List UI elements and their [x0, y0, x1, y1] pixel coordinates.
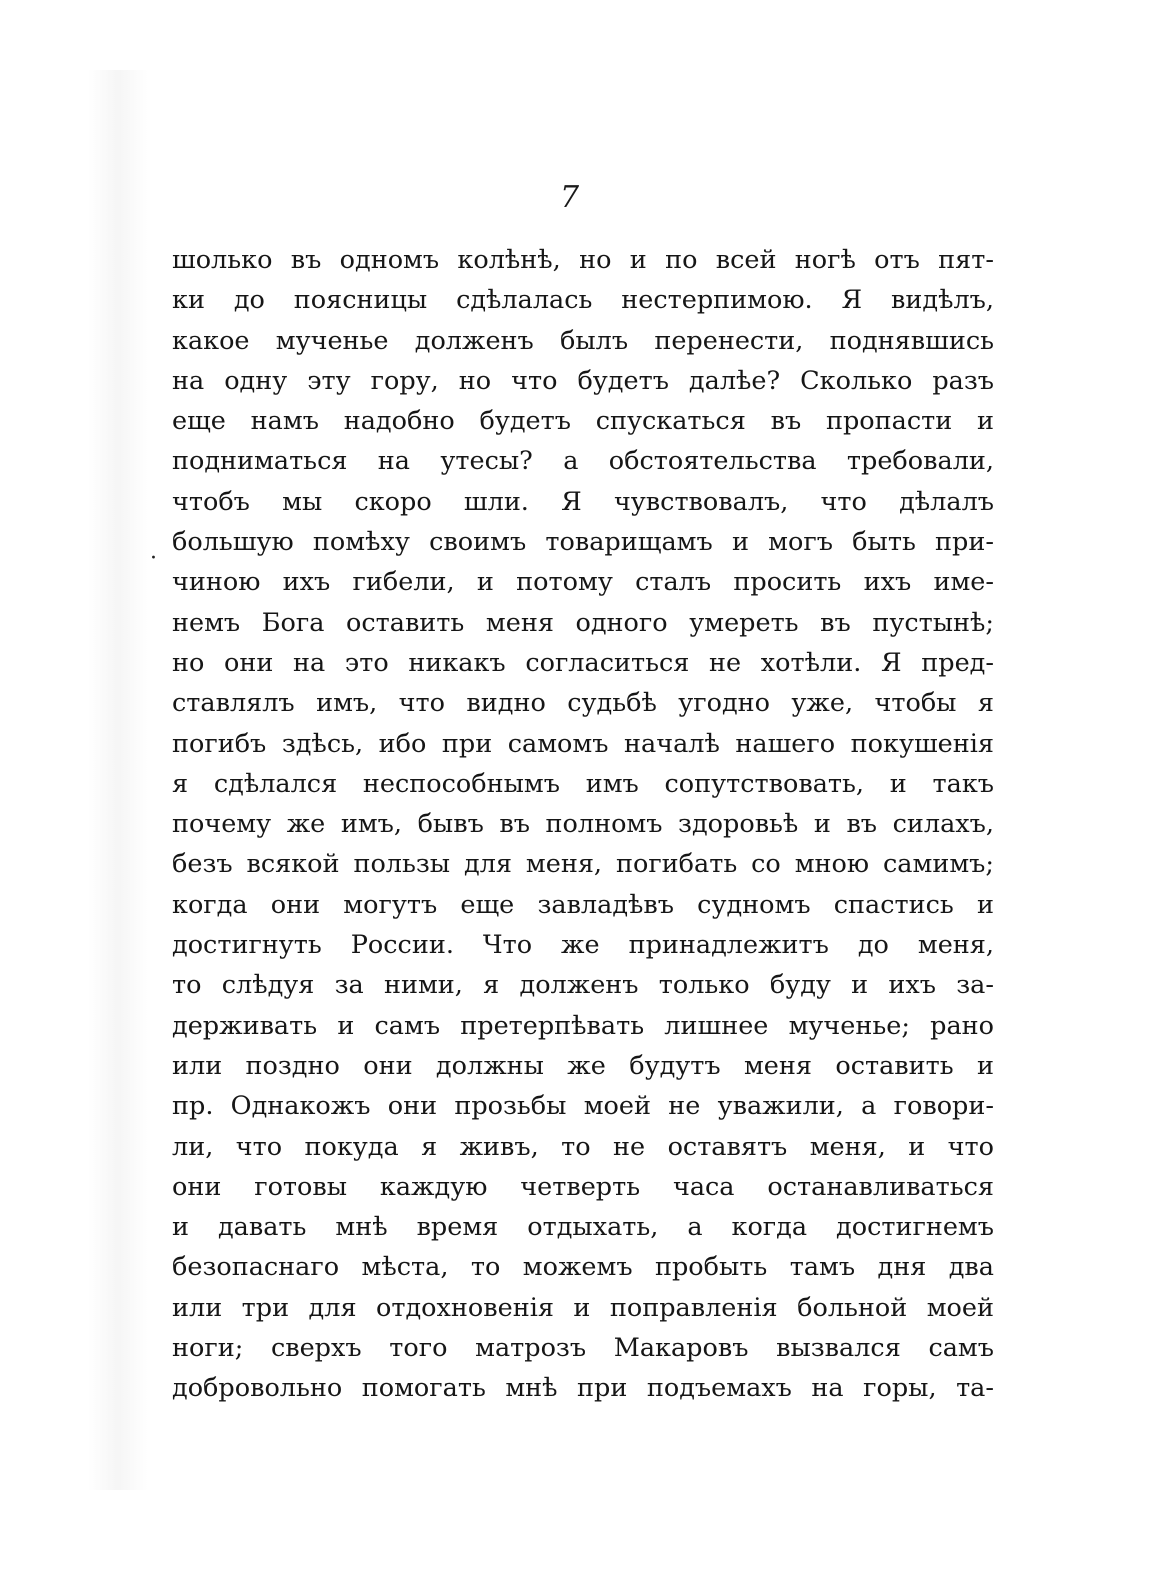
text-line: большую помѣху своимъ товарищамъ и могъ быть при- — [172, 527, 994, 558]
text-line: еще намъ надобно будетъ спускаться въ пропасти и — [172, 406, 994, 437]
text-line: пр. Однакожъ они прозьбы моей не уважили, а говори- — [172, 1091, 994, 1122]
text-line: подниматься на утесы? а обстоятельства требовали, — [172, 446, 994, 477]
text-line: они готовы каждую четверть часа останавливаться — [172, 1171, 994, 1202]
text-line: ставлялъ имъ, что видно судьбѣ угодно уже, чтобы я — [172, 688, 994, 719]
text-line: какое мученье долженъ былъ перенести, поднявшись — [172, 325, 994, 356]
text-line: или три для отдохновенія и поправленія больной моей — [172, 1292, 994, 1323]
text-line: погибъ здѣсь, ибо при самомъ началѣ нашего покушенія — [172, 728, 994, 759]
text-line: держивать и самъ претерпѣвать лишнее мученье; рано — [172, 1010, 994, 1041]
text-line: безопаснаго мѣста, то можемъ пробыть тамъ дня два — [172, 1252, 994, 1283]
text-line: но они на это никакъ согласиться не хотѣли. Я пред- — [172, 647, 994, 678]
text-line: чиною ихъ гибели, и потому сталъ просить ихъ име- — [172, 567, 994, 598]
text-line: когда они могутъ еще завладѣвъ судномъ спастись и — [172, 889, 994, 920]
text-line: немъ Бога оставить меня одного умереть въ пустынѣ; — [172, 607, 994, 638]
text-line: чтобъ мы скоро шли. Я чувствовалъ, что дѣлалъ — [172, 486, 994, 517]
text-line: то слѣдуя за ними, я долженъ только буду и ихъ за- — [172, 970, 994, 1001]
scan-shadow — [88, 70, 148, 1490]
margin-mark: · — [150, 546, 157, 571]
text-line: я сдѣлался неспособнымъ имъ сопутствовать, и такъ — [172, 768, 994, 799]
text-line: ли, что покуда я живъ, то не оставятъ меня, и что — [172, 1131, 994, 1162]
text-line: достигнуть России. Что же принадлежитъ до меня, — [172, 930, 994, 961]
text-line: и давать мнѣ время отдыхать, а когда достигнемъ — [172, 1212, 994, 1243]
text-line: добровольно помогать мнѣ при подъемахъ на горы, та- — [172, 1373, 994, 1404]
text-line: на одну эту гору, но что будетъ далѣе? Сколько разъ — [172, 365, 994, 396]
text-line: ноги; сверхъ того матрозъ Макаровъ вызвался самъ — [172, 1333, 994, 1364]
text-line: или поздно они должны же будутъ меня оставить и — [172, 1050, 994, 1081]
text-line: шолько въ одномъ колѣнѣ, но и по всей ногѣ отъ пят- — [172, 245, 994, 275]
text-line: почему же имъ, бывъ въ полномъ здоровьѣ и въ силахъ, — [172, 809, 994, 840]
text-line: безъ всякой пользы для меня, погибать со мною самимъ; — [172, 849, 994, 880]
page-number: 7 — [560, 180, 580, 215]
text-line: ки до поясницы сдѣлалась нестерпимою. Я видѣлъ, — [172, 285, 994, 316]
body-text — [172, 240, 994, 1409]
